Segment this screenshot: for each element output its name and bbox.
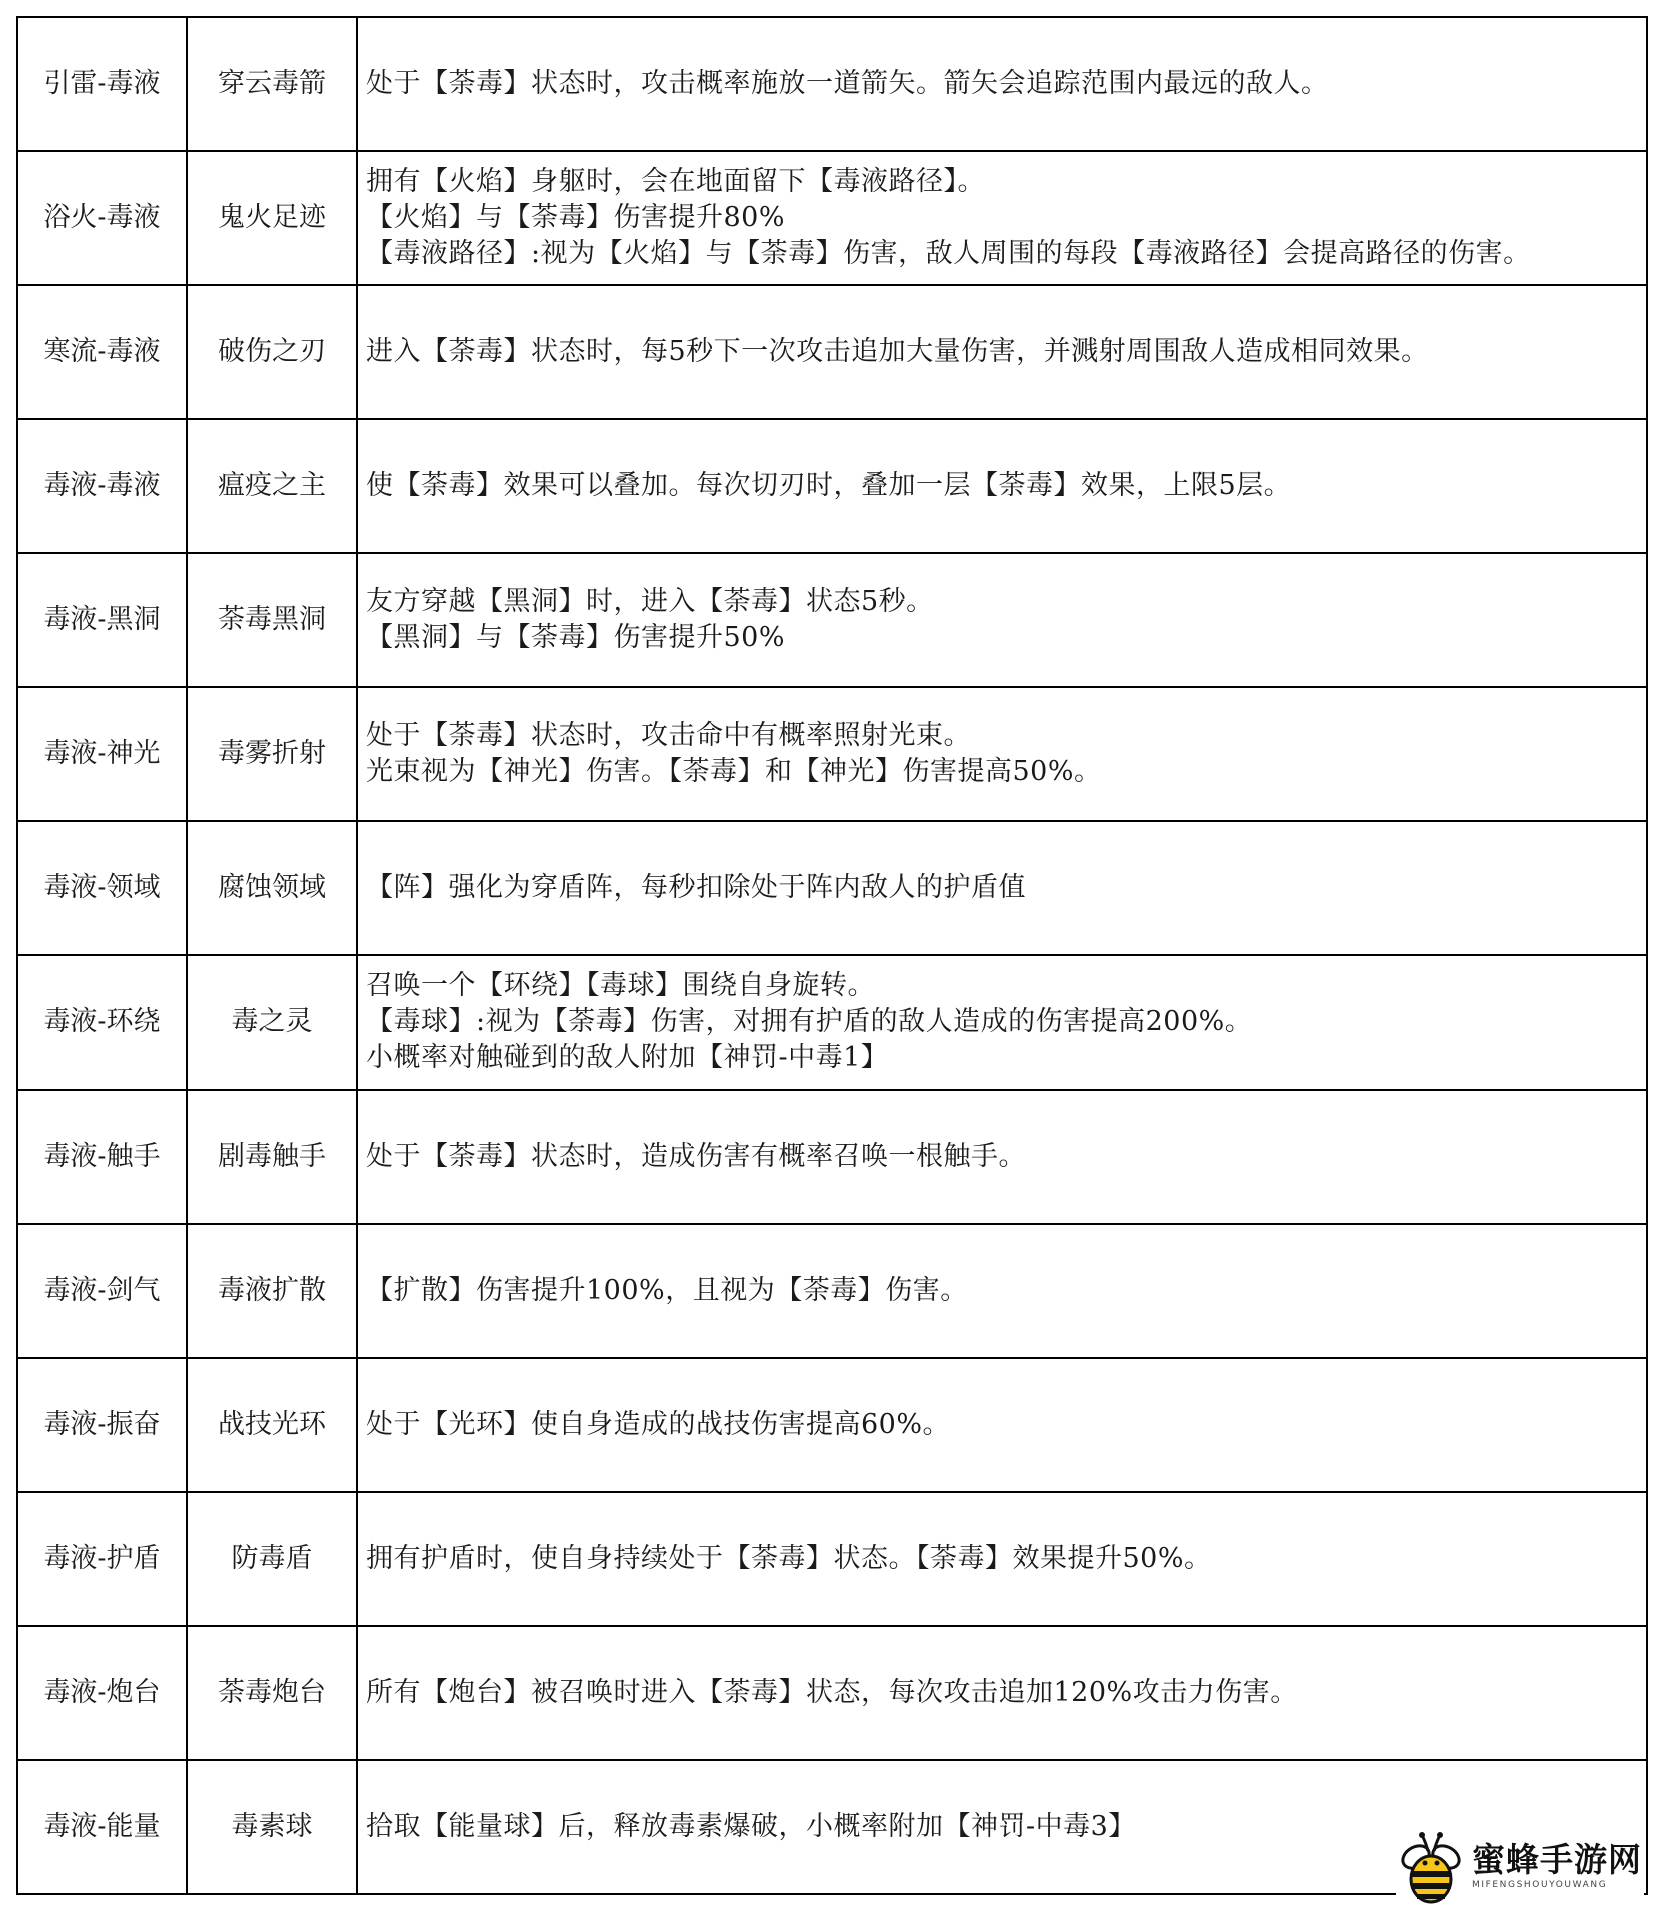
table-row	[17, 553, 1647, 687]
description-line: 小概率对触碰到的敌人附加【神罚-中毒1】	[366, 1042, 889, 1074]
description-line: 处于【荼毒】状态时，攻击概率施放一道箭矢。箭矢会追踪范围内最远的敌人。	[366, 68, 1329, 100]
skill-name-cell: 破伤之刃	[187, 285, 357, 419]
description-cell	[357, 1358, 1647, 1492]
combo-cell: 毒液-领域	[17, 821, 187, 955]
description-line: 【扩散】伤害提升100%，且视为【荼毒】伤害。	[366, 1274, 968, 1306]
combo-cell: 毒液-毒液	[17, 419, 187, 553]
table-row	[17, 1358, 1647, 1492]
combo-cell: 毒液-剑气	[17, 1224, 187, 1358]
bee-icon	[1396, 1827, 1466, 1905]
table-row	[17, 1626, 1647, 1760]
combo-cell: 毒液-能量	[17, 1760, 187, 1894]
description-cell	[357, 553, 1647, 687]
description-cell	[357, 419, 1647, 553]
combo-cell: 毒液-触手	[17, 1090, 187, 1224]
table-row	[17, 151, 1647, 285]
description-line: 拥有【火焰】身躯时，会在地面留下【毒液路径】。	[366, 166, 985, 198]
description-line: 友方穿越【黑洞】时，进入【荼毒】状态5秒。	[366, 586, 934, 618]
skill-name-cell: 鬼火足迹	[187, 151, 357, 285]
description-cell	[357, 1626, 1647, 1760]
description-cell	[357, 17, 1647, 151]
watermark-subtitle: MIFENGSHOUYOUWANG	[1472, 1880, 1608, 1890]
description-cell	[357, 1224, 1647, 1358]
skill-name-cell: 穿云毒箭	[187, 17, 357, 151]
watermark-title: 蜜蜂手游网	[1472, 1840, 1642, 1879]
description-line: 【毒球】:视为【荼毒】伤害，对拥有护盾的敌人造成的伤害提高200%。	[366, 1006, 1253, 1038]
description-cell	[357, 151, 1647, 285]
combo-cell: 毒液-黑洞	[17, 553, 187, 687]
table-row	[17, 1224, 1647, 1358]
description-line: 【火焰】与【荼毒】伤害提升80%	[366, 202, 786, 234]
table-row	[17, 955, 1647, 1089]
skill-name-cell: 毒素球	[187, 1760, 357, 1894]
synergy-table	[16, 16, 1648, 1895]
combo-cell: 寒流-毒液	[17, 285, 187, 419]
table-row	[17, 1492, 1647, 1626]
description-line: 处于【荼毒】状态时，造成伤害有概率召唤一根触手。	[366, 1140, 1026, 1172]
combo-cell: 毒液-神光	[17, 687, 187, 821]
table-row	[17, 419, 1647, 553]
description-line: 拥有护盾时，使自身持续处于【荼毒】状态。【荼毒】效果提升50%。	[366, 1542, 1212, 1574]
skill-name-cell: 瘟疫之主	[187, 419, 357, 553]
description-line: 【黑洞】与【荼毒】伤害提升50%	[366, 622, 786, 654]
combo-cell: 浴火-毒液	[17, 151, 187, 285]
table-row	[17, 687, 1647, 821]
table-row	[17, 17, 1647, 151]
skill-name-cell: 战技光环	[187, 1358, 357, 1492]
combo-cell: 毒液-炮台	[17, 1626, 187, 1760]
combo-cell: 毒液-环绕	[17, 955, 187, 1089]
description-line: 所有【炮台】被召唤时进入【荼毒】状态，每次攻击追加120%攻击力伤害。	[366, 1676, 1298, 1708]
description-cell	[357, 687, 1647, 821]
description-line: 拾取【能量球】后，释放毒素爆破，小概率附加【神罚-中毒3】	[366, 1810, 1136, 1842]
description-line: 使【荼毒】效果可以叠加。每次切刃时，叠加一层【荼毒】效果，上限5层。	[366, 470, 1292, 502]
skill-name-cell: 剧毒触手	[187, 1090, 357, 1224]
description-line: 光束视为【神光】伤害。【荼毒】和【神光】伤害提高50%。	[366, 756, 1102, 788]
description-cell	[357, 955, 1647, 1089]
description-cell	[357, 285, 1647, 419]
skill-name-cell: 防毒盾	[187, 1492, 357, 1626]
description-cell	[357, 1090, 1647, 1224]
skill-name-cell: 腐蚀领域	[187, 821, 357, 955]
description-line: 进入【荼毒】状态时，每5秒下一次攻击追加大量伤害，并溅射周围敌人造成相同效果。	[366, 336, 1429, 368]
description-cell	[357, 821, 1647, 955]
description-line: 【毒液路径】:视为【火焰】与【荼毒】伤害，敌人周围的每段【毒液路径】会提高路径的伤害。	[366, 238, 1531, 270]
table-row	[17, 1090, 1647, 1224]
skill-name-cell: 毒之灵	[187, 955, 357, 1089]
watermark-logo	[1396, 1824, 1644, 1908]
description-line: 处于【荼毒】状态时，攻击命中有概率照射光束。	[366, 720, 971, 752]
combo-cell: 引雷-毒液	[17, 17, 187, 151]
combo-cell: 毒液-振奋	[17, 1358, 187, 1492]
table-row	[17, 285, 1647, 419]
description-line: 【阵】强化为穿盾阵，每秒扣除处于阵内敌人的护盾值	[366, 872, 1026, 904]
skill-name-cell: 荼毒炮台	[187, 1626, 357, 1760]
skill-name-cell: 荼毒黑洞	[187, 553, 357, 687]
skill-name-cell: 毒雾折射	[187, 687, 357, 821]
description-cell	[357, 1492, 1647, 1626]
description-line: 处于【光环】使自身造成的战技伤害提高60%。	[366, 1408, 951, 1440]
skill-name-cell: 毒液扩散	[187, 1224, 357, 1358]
combo-cell: 毒液-护盾	[17, 1492, 187, 1626]
table-row	[17, 821, 1647, 955]
description-line: 召唤一个【环绕】【毒球】围绕自身旋转。	[366, 970, 875, 1002]
